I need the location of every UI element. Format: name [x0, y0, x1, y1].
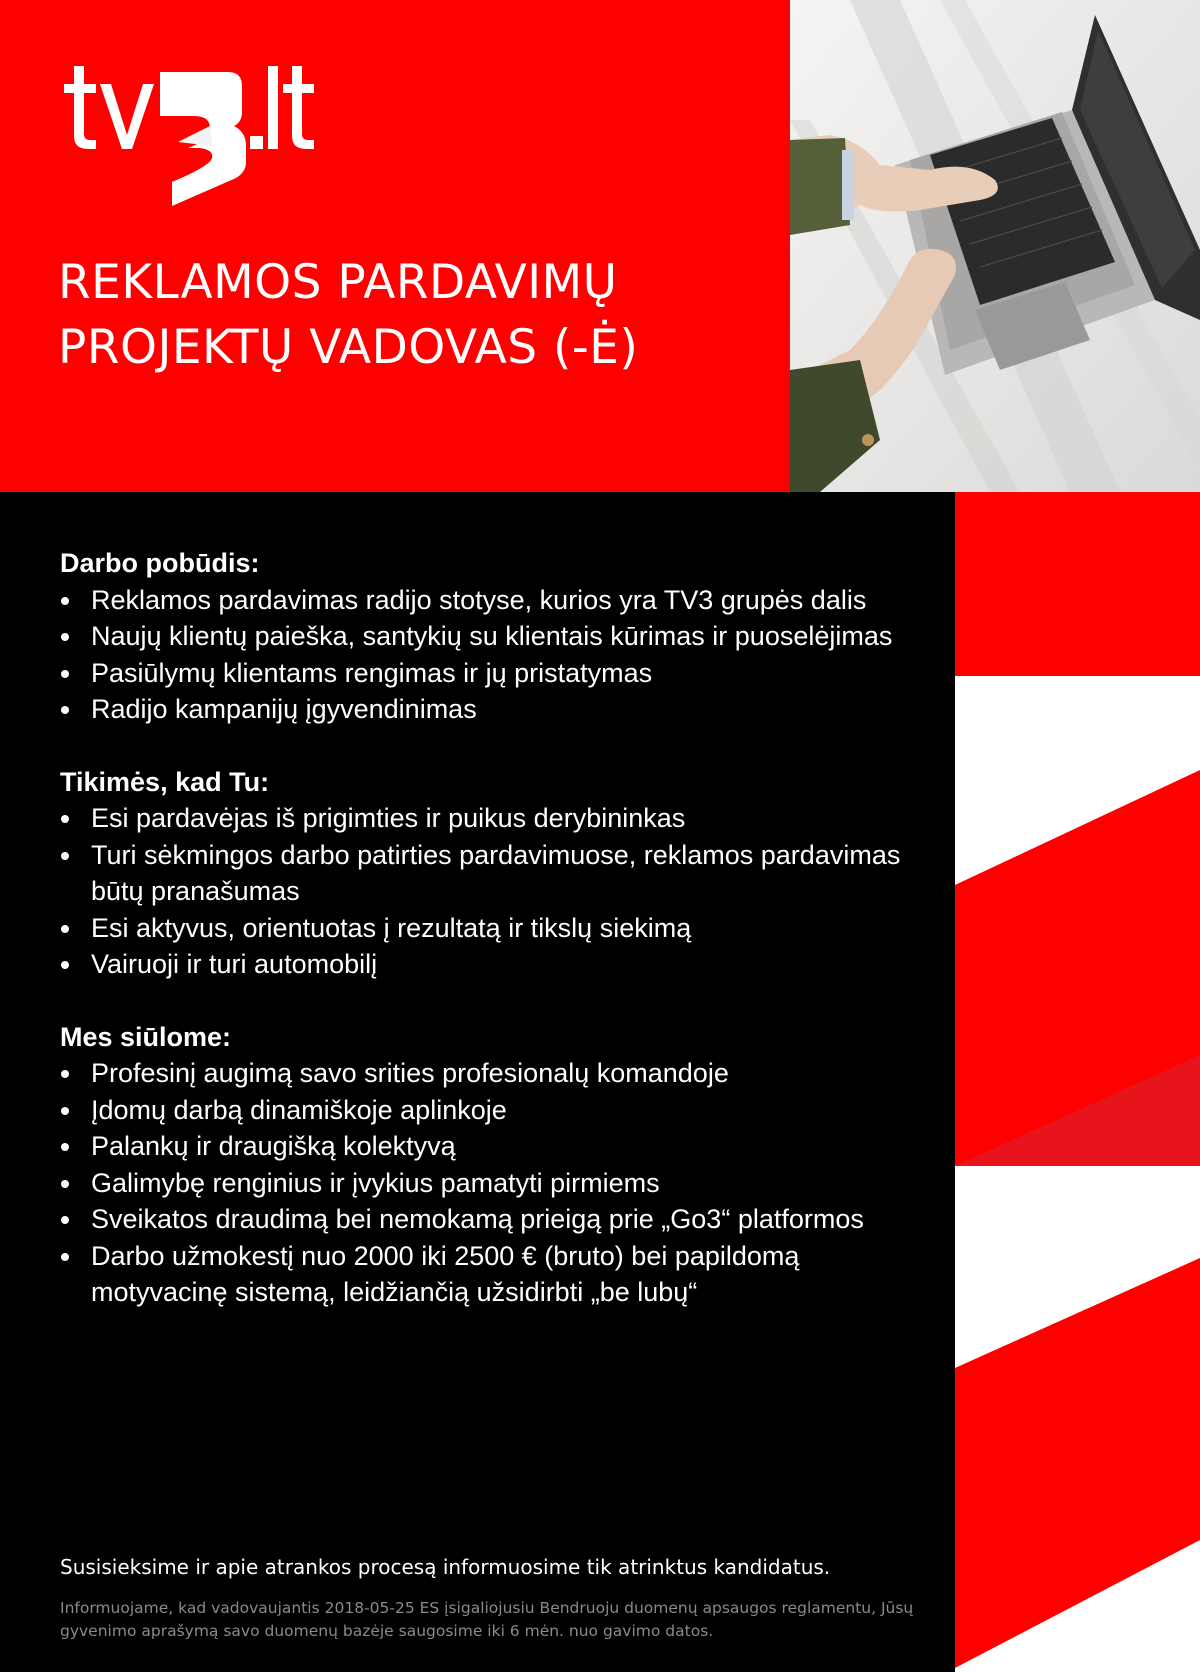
- section-heading: Darbo pobūdis:: [60, 548, 260, 578]
- list-item: Naujų klientų paieška, santykių su klientais kūrimas ir puoselėjimas: [60, 618, 940, 655]
- list-item: Įdomų darbą dinamiškoje aplinkoje: [60, 1092, 940, 1129]
- job-description: [60, 545, 940, 1347]
- contact-note: Susisieksime ir apie atrankos procesą informuosime tik atrinktus kandidatus.: [60, 1555, 831, 1579]
- list-item: Darbo užmokestį nuo 2000 iki 2500 € (bruto) bei papildomą motyvacinę sistemą, leidžiančią užsidirbti „be lubų“: [60, 1238, 940, 1311]
- list-item: Esi pardavėjas iš prigimties ir puikus derybininkas: [60, 800, 940, 837]
- bullet-icon: [61, 1180, 69, 1188]
- list-item: Profesinį augimą savo srities profesionalų komandoje: [60, 1055, 940, 1092]
- bullet-icon: [61, 925, 69, 933]
- bullet-icon: [61, 706, 69, 714]
- list-item: Turi sėkmingos darbo patirties pardavimuose, reklamos pardavimas būtų pranašumas: [60, 837, 940, 910]
- section-job-nature: [60, 545, 940, 728]
- list-item: Palankų ir draugišką kolektyvą: [60, 1128, 940, 1165]
- bullet-list: [60, 800, 940, 983]
- header-panel: [0, 0, 790, 492]
- section-offer: [60, 1019, 940, 1311]
- bullet-icon: [61, 1070, 69, 1078]
- list-item: Sveikatos draudimą bei nemokamą prieigą prie „Go3“ platformos: [60, 1201, 940, 1238]
- list-item: Reklamos pardavimas radijo stotyse, kurios yra TV3 grupės dalis: [60, 582, 940, 619]
- bullet-icon: [61, 1107, 69, 1115]
- list-item: Vairuoji ir turi automobilį: [60, 946, 940, 983]
- section-heading: Mes siūlome:: [60, 1021, 232, 1052]
- job-title-line-1: REKLAMOS PARDAVIMŲ: [58, 255, 618, 310]
- bullet-list: [60, 1055, 940, 1311]
- job-title-line-2: PROJEKTŲ VADOVAS (-Ė): [58, 320, 639, 375]
- bullet-icon: [61, 597, 69, 605]
- section-heading: Tikimės, kad Tu:: [60, 766, 270, 797]
- laptop-photo-illustration: [790, 0, 1200, 492]
- bullet-icon: [61, 633, 69, 641]
- tv3-logo-icon: [60, 54, 320, 214]
- list-item: Esi aktyvus, orientuotas į rezultatą ir tikslų siekimą: [60, 910, 940, 947]
- list-item: Galimybę renginius ir įvykius pamatyti pirmiems: [60, 1165, 940, 1202]
- decorative-stripes: [955, 492, 1200, 1672]
- bullet-icon: [61, 1143, 69, 1151]
- bullet-icon: [61, 852, 69, 860]
- bullet-list: [60, 582, 940, 728]
- bullet-icon: [61, 670, 69, 678]
- section-requirements: [60, 764, 940, 983]
- job-title: [58, 250, 638, 380]
- bullet-icon: [61, 1216, 69, 1224]
- bullet-icon: [61, 961, 69, 969]
- bullet-icon: [61, 815, 69, 823]
- bullet-icon: [61, 1253, 69, 1261]
- header-photo: [790, 0, 1200, 492]
- list-item: Pasiūlymų klientams rengimas ir jų pristatymas: [60, 655, 940, 692]
- list-item: Radijo kampanijų įgyvendinimas: [60, 691, 940, 728]
- gdpr-disclaimer: Informuojame, kad vadovaujantis 2018-05-25 ES įsigaliojusiu Bendruoju duomenų apsaugos reglamentu, Jūsų gyvenimo aprašymą savo duomenų bazėje saugosime iki 6 mėn. nuo gavimo datos.: [60, 1599, 914, 1640]
- tv3-logo: [60, 54, 320, 214]
